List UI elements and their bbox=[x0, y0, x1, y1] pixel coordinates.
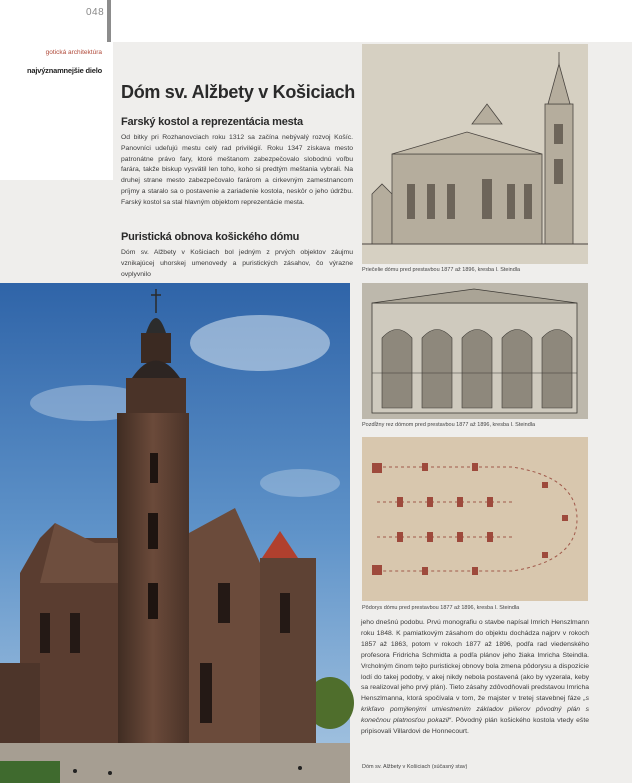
caption-photo: Dóm sv. Alžbety v Košiciach (súčasný stav) bbox=[362, 764, 468, 770]
section-heading-1: Farský kostol a reprezentácia mesta bbox=[121, 116, 303, 128]
caption-facade: Priečelie dómu pred prestavbou 1877 až 1896, kresba I. Steindla bbox=[362, 267, 521, 273]
section-body-1: Od bitky pri Rozhanovciach roku 1312 sa začína nebývalý rozvoj Košíc. Panovníci udeľujú mestu celý rad privilégií. Roku 1347 získava mesto patronátne právo fary, ktoré meštanom zabezpečovalo slobodnú voľbu farára, takže biskup vysvätil len toho, koho si predtým meštania vybrali. Na druhej strane mesto zabezpečovalo farárom a cirkevným zamestnancom príjmy a staralo sa o postavenie a zariadenie kostola, neskôr o jeho údržbu. Farský kostol sa stal hlavným objektom reprezentácie mesta. bbox=[121, 134, 353, 206]
floor-plan-drawing bbox=[362, 437, 588, 601]
section-drawing bbox=[362, 283, 588, 419]
section-heading-2: Puristická obnova košického dómu bbox=[121, 231, 300, 243]
caption-plan: Pôdorys dómu pred prestavbou 1877 až 1896, kresba I. Steindla bbox=[362, 605, 520, 611]
facade-drawing bbox=[362, 44, 588, 264]
continuation-text-end: . Pôvodný plán košického kostola vtedy ešte pripisovali Villardovi de Honnecourt. bbox=[361, 717, 589, 736]
continuation-text bbox=[361, 618, 589, 738]
header-panel bbox=[0, 0, 113, 180]
page-title: Dóm sv. Alžbety v Košiciach bbox=[121, 82, 355, 102]
continuation-quote: „s krikľavo pomýlenými umiestnením základov pilierov pôvodný plán s konečnou platnosťou pokazil“ bbox=[361, 695, 589, 725]
top-band bbox=[113, 0, 632, 42]
section-body-2: Dóm sv. Alžbety v Košiciach bol jedným z prvých objektov záujmu vznikajúcej uhorskej umenovedy a puristických zásahov, čo výrazne ovplyvnilo bbox=[121, 249, 353, 278]
page-number: 048 bbox=[86, 7, 105, 18]
continuation-text-start: jeho dnešnú podobu. Prvú monografiu o stavbe napísal Imrich Henszlmann roku 1848. K pamiatkovým zásahom do objektu dochádza najprv v rokoch 1857 až 1863, potom v rokoch 1877 až 1896, podľa rad viedenského profesora Fridricha Schmidta a podľa plánov jeho žiaka Imricha Steindla. Vrcholným činom tejto puristickej obnovy bola zmena pôdorysu a dispozície lodí do takej podoby, v akej nikdy nebola postavená (ako by vyzerala, keby sa realizoval jeho prvý plán). Tieto zásahy zdôvodňovali predstavou Imricha Henszlmanna, ktorá spočívala v tom, že majster v tretej stavebnej fáze bbox=[361, 619, 589, 703]
subsection-label: najvýznamnejšie dielo bbox=[27, 66, 102, 75]
section-label: gotická architektúra bbox=[45, 49, 102, 56]
header-divider bbox=[107, 0, 111, 42]
caption-section: Pozdĺžny rez dómom pred prestavbou 1877 až 1896, kresba I. Steindla bbox=[362, 422, 536, 428]
cathedral-photo bbox=[0, 283, 350, 783]
